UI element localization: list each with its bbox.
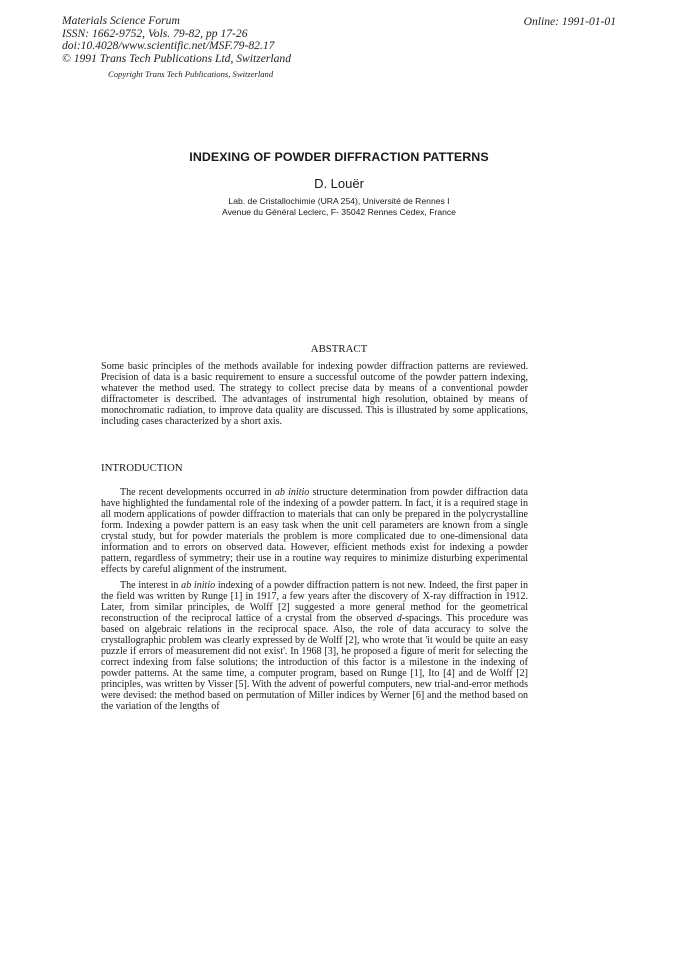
paper-title: INDEXING OF POWDER DIFFRACTION PATTERNS [189,150,489,164]
author-name: D. Louër [314,176,364,191]
intro-paragraph-2 [101,580,528,712]
p2-italic-ab-initio: ab initio [181,580,216,591]
issn-line: ISSN: 1662-9752, Vols. 79-82, pp 17-26 [62,26,248,40]
p2-text-b: indexing of a powder diffraction pattern is not new. Indeed, the first paper in the field was written by Runge [1] in 1917, a few years after the discovery of X-ray diffraction in 1912. Later, from similar principles, de Wolff [2] suggested a more general method for the geometrical reconstruction of the reciprocal lattice of a crystal from the observed [101,580,528,624]
abstract-heading: ABSTRACT [310,343,368,355]
doi-line: doi:10.4028/www.scientific.net/MSF.79-82.17 [62,39,275,53]
journal-header [62,15,291,65]
p2-text-a: The interest in [120,580,182,591]
p1-text-b: structure determination from powder diffraction data have highlighted the fundamental role of the indexing of a powder pattern. In fact, it is a required stage in all modern applications of powder diffraction to materials that can only be prepared in the polycrystalline form. Indexing a powder pattern is an easy task when the unit cell parameters are known from a single crystal study, but for powder materials the problem is more complicated due to one-dimensional data information and to errors on observed data. However, efficient methods exist for indexing a powder pattern, regardless of symmetry; their use in a routine way requires to minimize disturbing experimental effects by careful alignment of the instrument. [101,487,528,575]
p2-italic-d: d [396,613,402,624]
journal-name: Materials Science Forum [62,14,180,27]
copyright-small: Copyright Trans Tech Publications, Switzerland [108,69,274,79]
p2-text-c: -spacings. This procedure was based on algebraic relations in the reciprocal space. Also, the role of data accuracy to solve the crystallographic problem was clearly expressed by de Wolff [2], who wrote that 'it would be quite an easy puzzle if errors of measurement did not exist'. In 1968 [3], he proposed a figure of merit for selecting the correct indexing from false solutions; the introduction of this factor is a milestone in the indexing of powder patterns. At the same time, a computer program, based on Runge [1], Ito [4] and de Wolff [2] principles, was written by Visser [5]. With the advent of powerful computers, new trial-and-error methods were devised: the method based on permutation of Miller indices by Werner [6] and the method based on the variation of the lengths of [101,613,529,712]
affiliation-line-1: Lab. de Cristallochimie (URA 254), Université de Rennes I [228,196,450,206]
online-date: Online: 1991-01-01 [523,15,616,28]
abstract-paragraph: Some basic principles of the methods available for indexing powder diffraction patterns are reviewed. Precision of data is a basic requirement to ensure a successful outcome of the powder pattern indexing, whatever the method used. The strategy to collect precise data by means of a conventional powder diffractometer is described. The advantages of instrumental high resolution, obtained by means of monochromatic radiation, to improve data quality are discussed. This is illustrated by some applications, including cases characterized by a short axis. [101,361,528,427]
abstract-text [101,361,528,427]
p1-text-a: The recent developments occurred in [120,487,275,498]
affiliation [0,196,678,218]
intro-paragraph-1 [101,487,528,575]
introduction-heading: INTRODUCTION [101,462,183,474]
copyright-line: © 1991 Trans Tech Publications Ltd, Switzerland [62,51,292,65]
p1-italic-ab-initio: ab initio [274,487,310,498]
affiliation-line-2: Avenue du Général Leclerc, F- 35042 Rennes Cedex, France [222,207,456,217]
